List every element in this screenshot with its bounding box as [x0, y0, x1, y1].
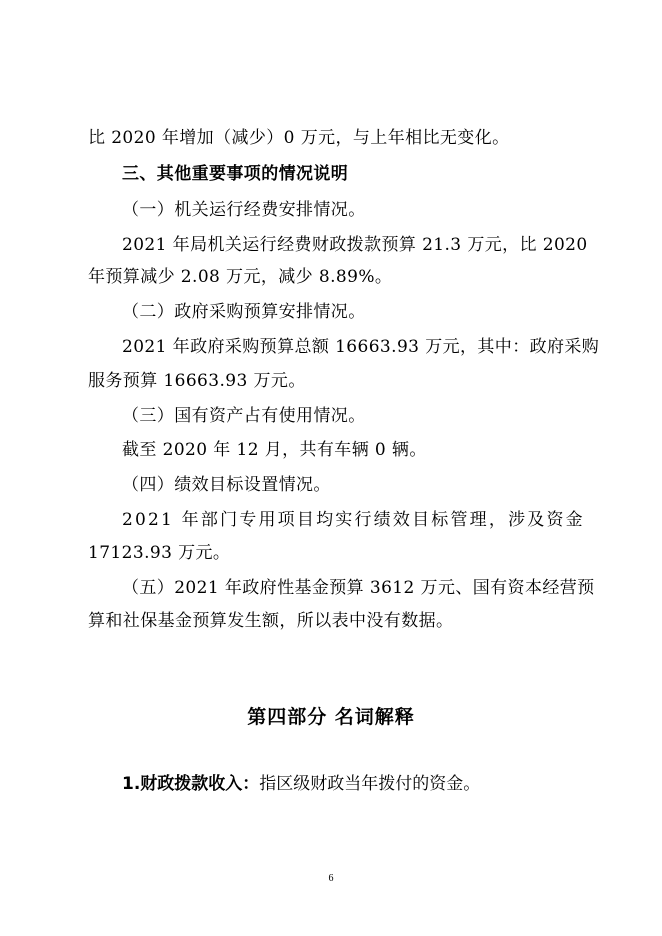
page-number: 6: [328, 873, 334, 884]
paragraph-performance-line1: 2021 年部门专用项目均实行绩效目标管理，涉及资金: [122, 510, 585, 530]
paragraph-procurement-line2: 服务预算 16663.93 万元。: [88, 371, 306, 391]
term-text: 指区级财政当年拨付的资金。: [259, 774, 481, 794]
paragraph-continuation: 比 2020 年增加（减少）0 万元，与上年相比无变化。: [88, 128, 510, 148]
paragraph-procurement-line1: 2021 年政府采购预算总额 16663.93 万元，其中：政府采购: [122, 337, 600, 357]
subsection-3-heading: （三）国有资产占有使用情况。: [122, 406, 366, 426]
term-label: 1.财政拨款收入：: [122, 774, 260, 794]
paragraph-operating-costs-line1: 2021 年局机关运行经费财政拨款预算 21.3 万元，比 2020: [122, 235, 588, 255]
subsection-4-heading: （四）绩效目标设置情况。: [122, 475, 331, 495]
paragraph-fund-budget-line2: 算和社保基金预算发生额，所以表中没有数据。: [88, 611, 454, 631]
section-4-heading: 第四部分 名词解释: [247, 706, 415, 728]
paragraph-operating-costs-line2: 年预算减少 2.08 万元，减少 8.89%。: [88, 267, 393, 287]
paragraph-assets: 截至 2020 年 12 月，共有车辆 0 辆。: [122, 440, 427, 460]
paragraph-performance-line2: 17123.93 万元。: [88, 543, 231, 563]
term-definition-1: [122, 772, 480, 796]
section-3-heading: 三、其他重要事项的情况说明: [122, 164, 349, 184]
subsection-2-heading: （二）政府采购预算安排情况。: [122, 302, 366, 322]
paragraph-fund-budget-line1: （五）2021 年政府性基金预算 3612 万元、国有资本经营预: [122, 578, 595, 598]
subsection-1-heading: （一）机关运行经费安排情况。: [122, 200, 366, 220]
